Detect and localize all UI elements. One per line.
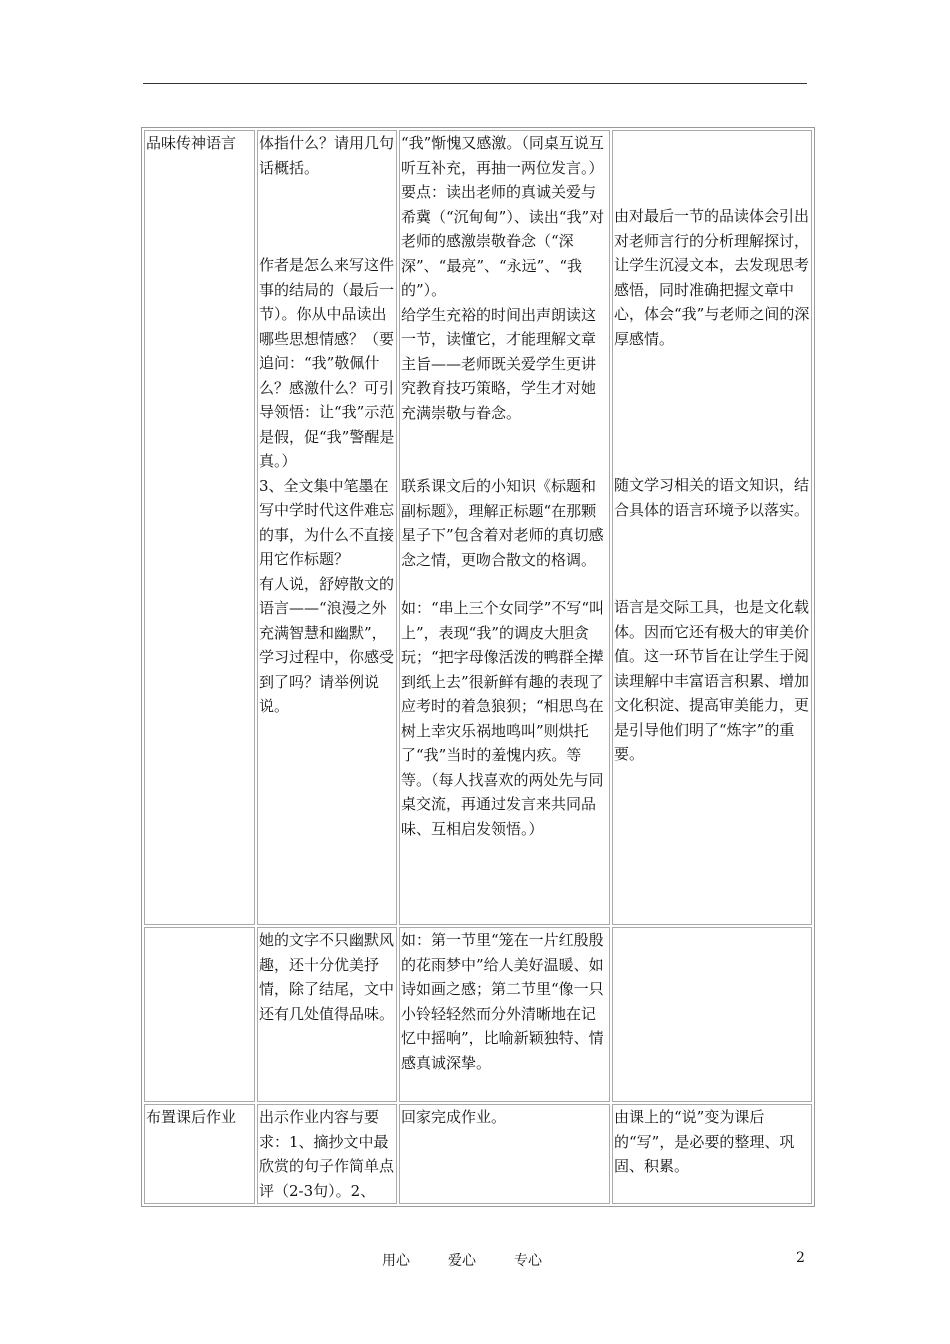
teacher-question-cell: 她的文字不只幽默风趣，还十分优美抒情，除了结尾，文中还有几处值得品味。 — [257, 927, 397, 1102]
question-text: 3、全文集中笔墨在写中学时代这件难忘的事，为什么不直接用它作标题？ — [259, 476, 395, 568]
lesson-plan-table — [141, 127, 815, 1207]
table-row — [144, 1104, 812, 1204]
intent-text: 由对最后一节的品读体会引出对老师言行的分析理解探讨，让学生沉浸文本，去发现思考感悟，同时准确把握文章中心，体会“我”与老师之间的深厚感情。 — [614, 207, 810, 348]
section-label-text: 品味传神语言 — [146, 134, 237, 152]
motto-word: 专心 — [514, 1253, 542, 1269]
spacer — [401, 572, 608, 596]
table-row — [144, 130, 812, 925]
question-text: 体指什么？请用几句话概括。 — [259, 134, 395, 177]
section-label — [144, 927, 255, 1102]
activity-text: 联系课文后的小知识《标题和副标题》，理解正标题“在那颗星子下”包含着对老师的真切感念之情，更吻合散文的格调。 — [401, 477, 604, 569]
spacer — [401, 425, 608, 474]
activity-text: “我”惭愧又感激。（同桌互说互听互补充，再抽一两位发言。） — [401, 134, 604, 177]
section-label: 布置课后作业 — [144, 1104, 255, 1204]
table-row — [144, 927, 812, 1102]
section-label — [144, 130, 255, 925]
intent-text: 随文学习相关的语文知识，结合具体的语言环境予以落实。 — [614, 476, 810, 519]
motto-word: 用心 — [382, 1253, 410, 1269]
header-rule — [143, 83, 807, 84]
intent-text: 语言是交际工具，也是文化载体。因而它还有极大的审美价值。这一环节旨在让学生于阅读理解中丰富语言积累、增加文化积淀、提高审美能力，更是引导他们明了“炼字”的重要。 — [614, 598, 810, 763]
activity-text: 要点：读出老师的真诚关爱与希冀（“沉甸甸”）、读出“我”对老师的感激崇敬眷念（“深深”、“最亮”、“永远”、“我的”）。 — [401, 183, 605, 299]
spacer — [614, 522, 810, 595]
design-intent-cell — [612, 927, 812, 1102]
motto-word: 爱心 — [448, 1253, 476, 1269]
spacer — [614, 131, 810, 204]
teacher-question-cell — [257, 130, 397, 925]
student-activity-cell: 如：第一节里“笼在一片红殷殷的花雨梦中”给人美好温暖、如诗如画之感；第二节里“像一只小铃轻轻然而分外清晰地在记忆中摇响”，比喻新颖独特、情感真诚深挚。 — [399, 927, 610, 1102]
activity-text: 给学生充裕的时间出声朗读这一节，读懂它，才能理解文章主旨——老师既关爱学生更讲究教育技巧策略，学生才对她充满崇敬与眷念。 — [401, 305, 597, 422]
teacher-question-cell: 出示作业内容与要求：1、摘抄文中最欣赏的句子作简单点评（2-3句）。2、 — [257, 1104, 397, 1204]
footer-motto — [382, 1250, 580, 1270]
question-text: 有人说，舒婷散文的语言——“浪漫之外充满智慧和幽默”，学习过程中，你感受到了吗？请举例说说。 — [259, 574, 395, 715]
activity-text: 如：“串上三个女同学”不写“叫上”，表现“我”的调皮大胆贪玩；“把字母像活泼的鸭群全撵到纸上去”很新鲜有趣的表现了应考时的着急狼狈；“相思鸟在树上幸灾乐祸地鸣叫”则烘托了“我”当时的羞愧内疚。等等。（每人找喜欢的两处先与同桌交流，再通过发言来共同品味、互相启发领悟。） — [401, 599, 605, 838]
design-intent-cell — [612, 130, 812, 925]
spacer — [614, 351, 810, 473]
student-activity-cell — [399, 130, 610, 925]
student-activity-cell: 回家完成作业。 — [399, 1104, 610, 1204]
spacer — [259, 180, 395, 253]
design-intent-cell: 由课上的“说”变为课后的“写”，是必要的整理、巩固、积累。 — [612, 1104, 812, 1204]
page-number: 2 — [796, 1250, 805, 1266]
question-text: 作者是怎么来写这件事的结局的（最后一节）。你从中品读出哪些思想情感？（要追问：“我”敬佩什么？感激什么？可引导领悟：让“我”示范是假，促“我”警醒是真。） — [259, 256, 395, 470]
